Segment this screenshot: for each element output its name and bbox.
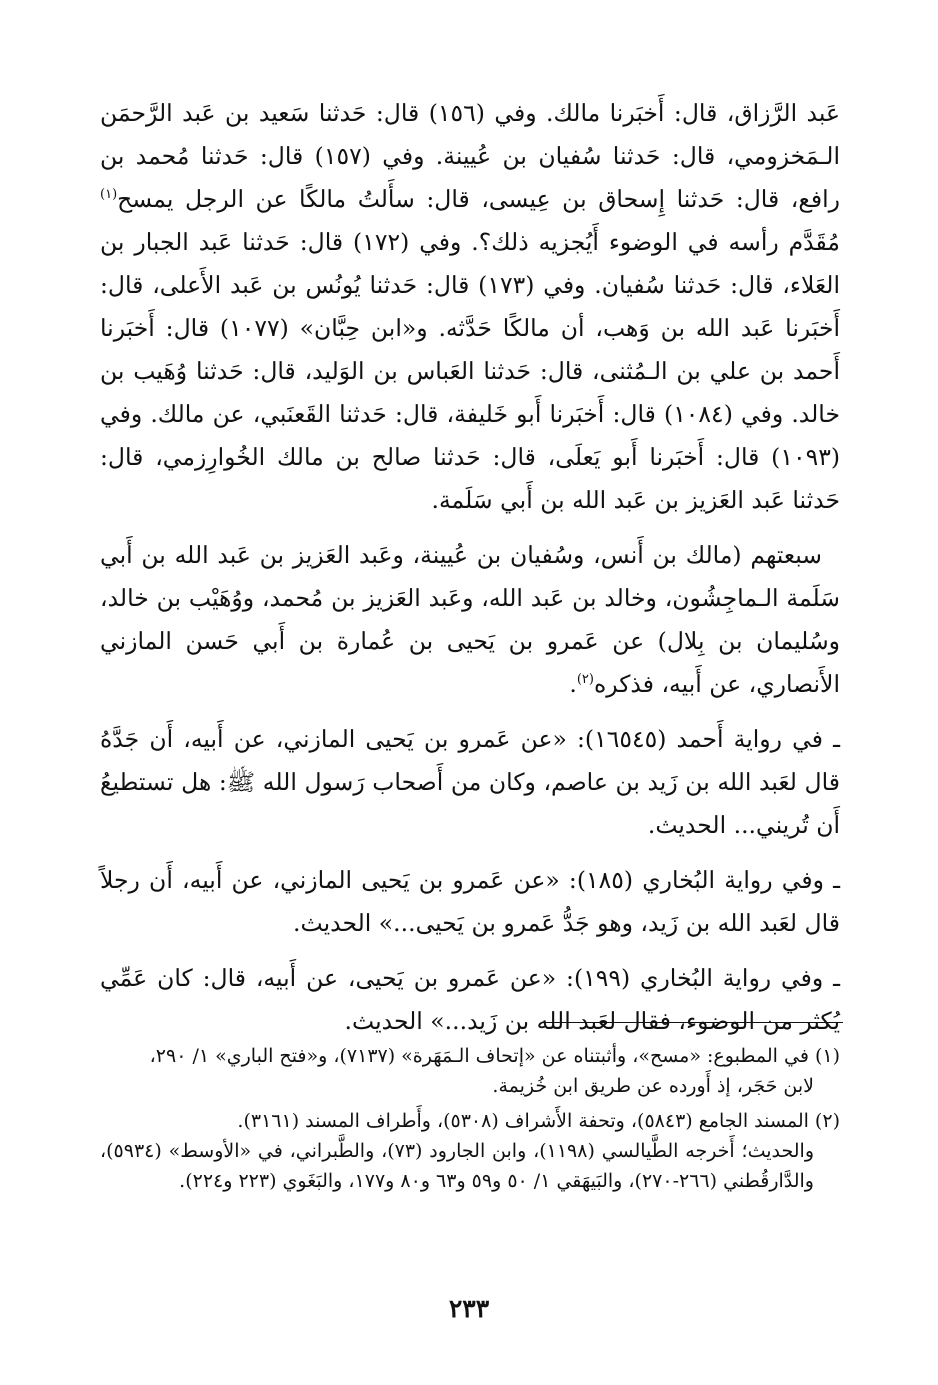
page-number: ٢٣٣ bbox=[448, 1294, 490, 1323]
paragraph-bukhari-185: ـ وفي رواية البُخاري (١٨٥): «عن عَمرو بن يَحيى المازني، عن أَبيه، أَن رجلاً قال لعَبد الله بن زَيد، وهو جَدُّ عَمرو بن يَحيى...» الحديث. bbox=[100, 866, 841, 937]
footnote-1-continuation: لابن حَجَر، إذ أَورده عن طريق ابن خُزيمة. bbox=[492, 1075, 814, 1097]
paragraph-summary-tail: . bbox=[569, 670, 577, 698]
footnote-2: (٢) المسند الجامع (٥٨٤٣)، وتحفة الأَشراف (٥٣٠٨)، وأَطراف المسند (٣١٦١). bbox=[237, 1110, 840, 1132]
footnote-1: (١) في المطبوع: «مسح»، وأثبتناه عن «إتحاف الـمَهَرة» (٧١٣٧)، و«فتح الباري» ١/ ٢٩٠، bbox=[149, 1045, 840, 1067]
paragraph-summary bbox=[100, 534, 840, 706]
paragraph-isnad-text: عَبد الرَّزاق، قال: أَخبَرنا مالك. وفي (١٥٦) قال: حَدثنا سَعيد بن عَبد الرَّحمَن الـمَخزومي، قال: حَدثنا سُفيان بن عُيينة. وفي (١٥٧) قال: حَدثنا مُحمد بن رافع، قال: حَدثنا إِسحاق بن عِيسى، قال: سأَلتُ مالكًا عن الرجل يمسح bbox=[100, 99, 840, 213]
footnote-ref-1: (١) bbox=[100, 187, 118, 203]
main-text bbox=[100, 92, 840, 1043]
paragraph-summary-text: سبعتهم (مالك بن أَنس، وسُفيان بن عُيينة، وعَبد العَزيز بن عَبد الله بن أَبي سَلَمة الـماجِشُون، وخالد بن عَبد الله، وعَبد العَزيز بن مُحمد، ووُهَيْب بن خالد، وسُليمان بن بِلال) عن عَمرو بن يَحيى بن عُمارة بن أَبي حَسن المازني الأَنصاري، عن أَبيه، فذكره bbox=[100, 541, 840, 698]
paragraph-isnad bbox=[100, 92, 840, 522]
footnotes bbox=[100, 1041, 840, 1196]
paragraph-ahmad-narration: ـ في رواية أَحمد (١٦٥٤٥): «عن عَمرو بن يَحيى المازني، عن أَبيه، أَن جَدَّهُ قال لعَبد الله بن زَيد بن عاصم، وكان من أَصحاب رَسول الله ﷺ: هل تستطيعُ أَن تُريني... الحديث. bbox=[100, 725, 840, 839]
footnote-2-continuation: والحديث؛ أَخرجه الطَّيالسي (١١٩٨)، وابن الجارود (٧٣)، والطَّبراني، في «الأوسط» (٥٩٣٤)، والدَّارقُطني (٢٦٦-٢٧٠)، والبَيهَقي ١/ ٥٠ و٥٩ و٦٣ و٨٠ و١٧٧، والبَغَوي (٢٢٣ و٢٢٤). bbox=[100, 1140, 814, 1192]
footnote-separator bbox=[545, 1022, 843, 1023]
paragraph-bukhari-199: ـ وفي رواية البُخاري (١٩٩): «عن عَمرو بن يَحيى، عن أَبيه، قال: كان عَمِّي يُكثر من الوضوء، فقال لعَبد الله بن زَيد...» الحديث. bbox=[100, 964, 840, 1035]
footnote-ref-2: (٢) bbox=[576, 672, 594, 688]
paragraph-isnad-tail: مُقَدَّم رأسه في الوضوء أَيُجزيه ذلك؟. وفي (١٧٢) قال: حَدثنا عَبد الجبار بن العَلاء، قال: حَدثنا سُفيان. وفي (١٧٣) قال: حَدثنا يُونُس بن عَبد الأَعلى، قال: أَخبَرنا عَبد الله بن وَهب، أن مالكًا حَدَّثه. و«ابن حِبَّان» (١٠٧٧) قال: أَخبَرنا أَحمد بن علي بن الـمُثنى، قال: حَدثنا العَباس بن الوَليد، قال: حَدثنا وُهَيب بن خالد. وفي (١٠٨٤) قال: أَخبَرنا أَبو خَليفة، قال: حَدثنا القَعنَبي، عن مالك. وفي (١٠٩٣) قال: أَخبَرنا أَبو يَعلَى، قال: حَدثنا صالح بن مالك الخُوارِزمي، قال: حَدثنا عَبد العَزيز بن عَبد الله بن أَبي سَلَمة. bbox=[100, 228, 840, 514]
